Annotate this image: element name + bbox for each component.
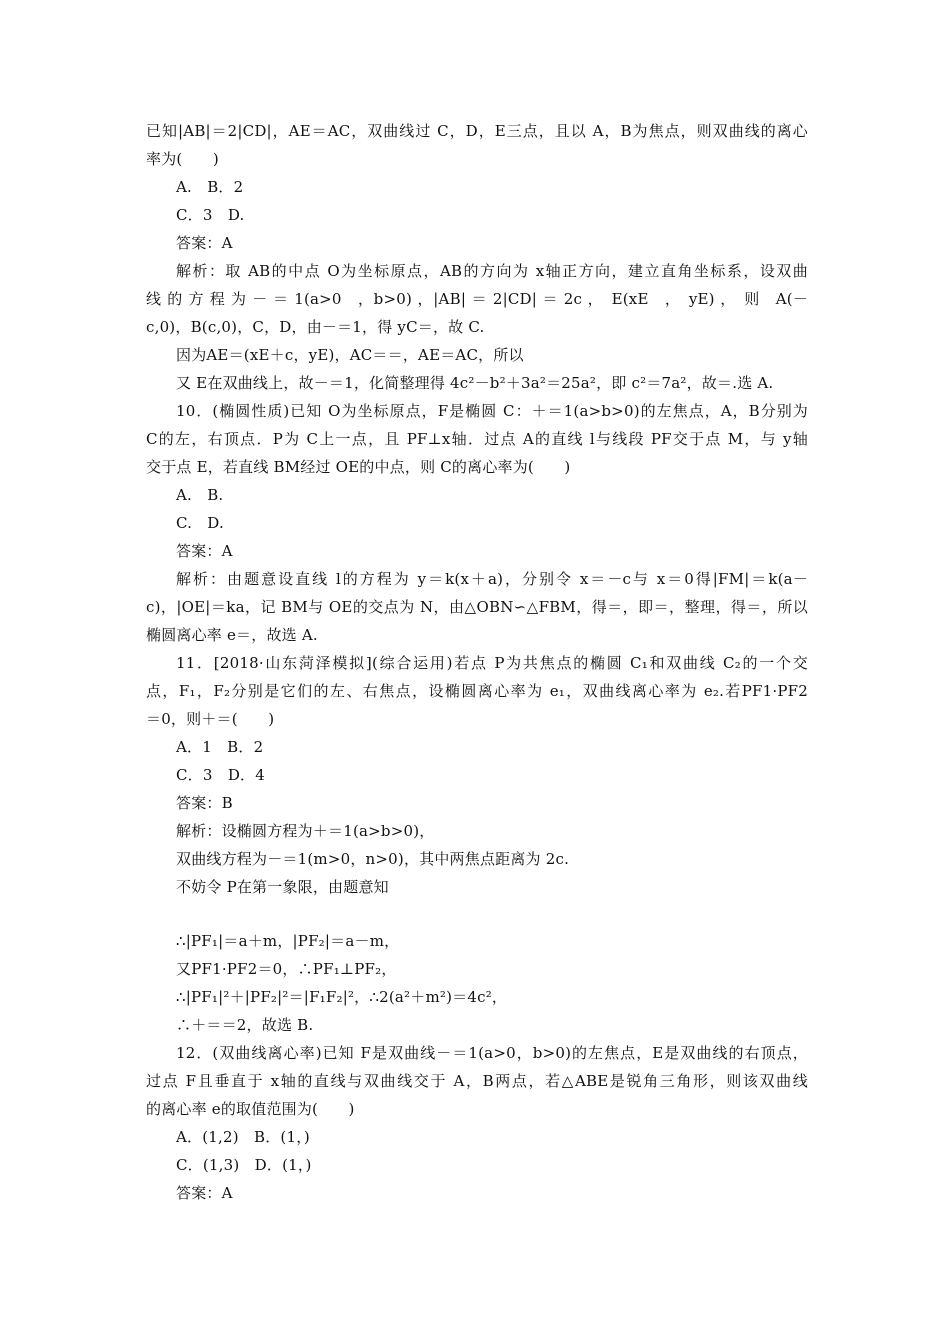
text-line: ∴＋＝＝2，故选 B. (176, 1016, 314, 1034)
question-12: 12．(双曲线离心率)已知 F是双曲线－＝1(a>0，b>0)的左焦点，E是双曲线的右顶点， (176, 1044, 808, 1062)
option-line: C．3 D. (176, 206, 245, 224)
text-line: 不妨令 P在第一象限，由题意知 (176, 878, 389, 896)
question-10: 10．(椭圆性质)已知 O为坐标原点，F是椭圆 C：＋＝1(a>b>0)的左焦点，A，B分别为 (176, 402, 808, 420)
text-line: C的左，右顶点．P为 C上一点，且 PF⊥x轴．过点 A的直线 l与线段 PF交于点 M，与 y轴 (146, 430, 808, 448)
option-line: C．3 D．4 (176, 766, 265, 784)
question-11: 11．[2018·山东菏泽模拟](综合运用)若点 P为共焦点的椭圆 C₁和双曲线 C₂的一个交 (176, 654, 808, 672)
text-line: 双曲线方程为－＝1(m>0，n>0)，其中两焦点距离为 2c. (176, 850, 570, 868)
text-line: ＝0，则＋＝( ) (146, 710, 275, 728)
text-line: 点，F₁，F₂分别是它们的左、右焦点，设椭圆离心率为 e₁，双曲线离心率为 e₂.若PF1·PF2 (146, 682, 808, 700)
option-line: A. B. (176, 486, 224, 504)
text-line: 过点 F且垂直于 x轴的直线与双曲线交于 A，B两点，若△ABE是锐角三角形，则该双曲线 (146, 1072, 808, 1090)
analysis-line: 解析：由题意设直线 l的方程为 y＝k(x＋a)，分别令 x＝－c与 x＝0得|FM|＝k(a－ (176, 570, 808, 588)
option-line: A．1 B．2 (176, 738, 264, 756)
answer-line: 答案：A (176, 542, 233, 560)
option-line: C. D. (176, 514, 224, 532)
text-line: 椭圆离心率 e＝，故选 A. (146, 626, 318, 644)
text-line: 又PF1·PF2＝0，∴PF₁⊥PF₂， (176, 960, 397, 978)
option-line: C．(1,3) D．(1，) (176, 1156, 312, 1174)
text-line: 率为( ) (146, 150, 219, 168)
text-line: ∴|PF₁|²＋|PF₂|²＝|F₁F₂|²，∴2(a²＋m²)＝4c²， (176, 988, 508, 1006)
text-line: 的离心率 e的取值范围为( ) (146, 1100, 355, 1118)
text-line: 线 的 方 程 为 － ＝ 1(a>0 ，b>0) ，|AB| ＝ 2|CD| ＝ 2c ， E(xE ， yE) ， 则 A(－ (146, 290, 808, 308)
answer-line: 答案：A (176, 1184, 233, 1202)
text-line: 又 E在双曲线上，故－＝1，化简整理得 4c²－b²＋3a²＝25a²，即 c²＝7a²，故＝.选 A. (176, 374, 774, 392)
text-line: c,0)，B(c,0)，C，D，由－＝1，得 yC＝，故 C. (146, 318, 485, 336)
analysis-line: 解析：设椭圆方程为＋＝1(a>b>0)， (176, 822, 435, 840)
answer-line: 答案：A (176, 234, 233, 252)
option-line: A．(1,2) B．(1，) (176, 1128, 310, 1146)
text-line: ∴|PF₁|＝a＋m，|PF₂|＝a－m， (176, 932, 400, 950)
option-line: A. B．2 (176, 178, 244, 196)
text-line: 交于点 E，若直线 BM经过 OE的中点，则 C的离心率为( ) (146, 458, 571, 476)
text-line: 因为AE＝(xE＋c，yE)，AC＝＝，AE＝AC，所以 (176, 346, 524, 364)
text-line: 已知|AB|＝2|CD|，AE＝AC，双曲线过 C，D，E三点，且以 A，B为焦点，则双曲线的离心 (146, 122, 808, 140)
text-line: c)，|OE|＝ka，记 BM与 OE的交点为 N，由△OBN∽△FBM，得＝，即＝，整理，得＝，所以 (146, 598, 808, 616)
analysis-line: 解析：取 AB的中点 O为坐标原点，AB的方向为 x轴正方向，建立直角坐标系，设双曲 (176, 262, 808, 280)
answer-line: 答案：B (176, 794, 233, 812)
